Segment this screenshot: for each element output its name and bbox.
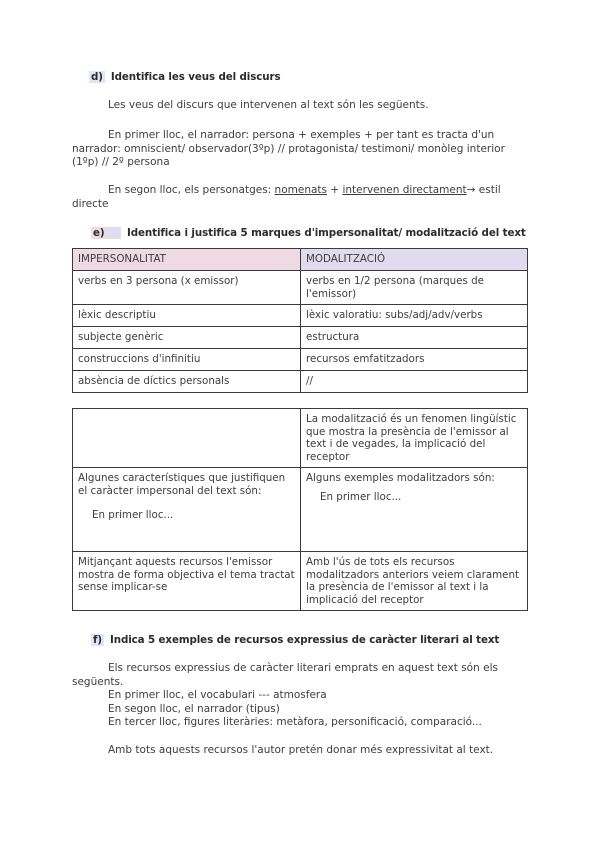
table-row [73,271,528,305]
section-e-marker: e) [91,227,121,239]
table-row [73,327,528,349]
cell-modalization-definition: La modalització és un fenomen lingüístic que mostra la presència de l'emissor al text i de vegades, la implicació del receptor [301,409,528,468]
f-intro-line2: següents. [72,675,124,688]
section-e-heading [91,227,526,239]
section-d-marker: d) [91,71,103,83]
section-f-title: Indica 5 exemples de recursos expressius de caràcter literari al text [110,634,500,646]
impersonal-features-text: Algunes característiques que justifiquen el caràcter impersonal del text són: [78,472,286,497]
cell-imp-4: absència de díctics personals [73,371,301,393]
p1-line1: En primer lloc, el narrador: persona + exemples + per tant es tracta d'un [108,129,495,141]
list-item: En tercer lloc, figures literàries: metàfora, personificació, comparació... [108,716,482,728]
p2-plus: + [327,184,343,196]
p2-line2: directe [72,197,109,210]
cell-mod-3: recursos emfatitzadors [301,349,528,371]
impersonality-modalization-table [72,248,528,393]
p2-underlined-intervenen: intervenen directament [342,184,467,196]
cell-imp-2: subjecte genèric [73,327,301,349]
list-item: En primer lloc, el vocabulari --- atmosfera [108,689,327,701]
list-item: En segon lloc, el narrador (tipus) [108,702,280,715]
cell-mod-4: // [301,371,528,393]
cell-imp-3: construccions d'infinitiu [73,349,301,371]
justification-table [72,408,528,611]
section-d-title: Identifica les veus del discurs [110,71,281,83]
cell-imp-0: verbs en 3 persona (x emissor) [73,271,301,305]
section-f-marker: f) [93,634,102,646]
cell-mod-2: estructura [301,327,528,349]
table-row [73,468,528,552]
p1-line2: narrador: omniscient/ observador(3ºp) // protagonista/ testimoni/ monòleg interior [72,142,505,155]
section-d-heading [89,71,281,83]
cell-mod-1: lèxic valoratiu: subs/adj/adv/verbs [301,305,528,327]
table-row [73,409,528,468]
p2-underlined-nomenats: nomenats [274,184,327,196]
section-f-conclusion: Amb tots aquests recursos l'autor pretén donar més expressivitat al text. [108,744,494,756]
section-d-paragraph-2 [72,184,532,211]
table-row [73,552,528,611]
cell-modalizer-examples [301,468,528,552]
section-f-list [108,689,538,730]
section-f-heading [91,634,499,646]
table-row [73,371,528,393]
cell-empty [73,409,301,468]
section-d-intro: Les veus del discurs que intervenen al text són les següents. [108,99,429,111]
p2-suffix: → estil [466,184,501,196]
table-header-row [73,249,528,271]
cell-impersonal-features [73,468,301,552]
p1-line3: (1ºp) // 2º persona [72,156,170,168]
cell-modalization-conclusion: Amb l'ús de tots els recursos modalitzadors anteriors veiem clarament la presència de l'emissor al text i la implicació del receptor [301,552,528,611]
cell-imp-1: lèxic descriptiu [73,305,301,327]
modalizer-examples-sub: En primer lloc... [320,490,402,503]
impersonal-features-sub: En primer lloc... [92,509,174,521]
cell-mod-0: verbs en 1/2 persona (marques de l'emissor) [301,271,528,305]
f-intro-line1: Els recursos expressius de caràcter literari emprats en aquest text són els [108,662,498,674]
header-impersonalitat: IMPERSONALITAT [73,249,301,271]
cell-impersonal-conclusion: Mitjançant aquests recursos l'emissor mostra de forma objectiva el tema tractat sense implicar-se [73,552,301,611]
modalizer-examples-text: Alguns exemples modalitzadors són: [306,472,495,484]
header-modalitzacio: MODALITZACIÓ [301,249,528,271]
table-row [73,349,528,371]
section-e-title: Identifica i justifica 5 marques d'impersonalitat/ modalització del text [127,227,526,239]
section-f-intro [72,662,532,689]
p2-prefix: En segon lloc, els personatges: [108,184,275,196]
table-row [73,305,528,327]
section-d-paragraph-1 [72,129,532,170]
